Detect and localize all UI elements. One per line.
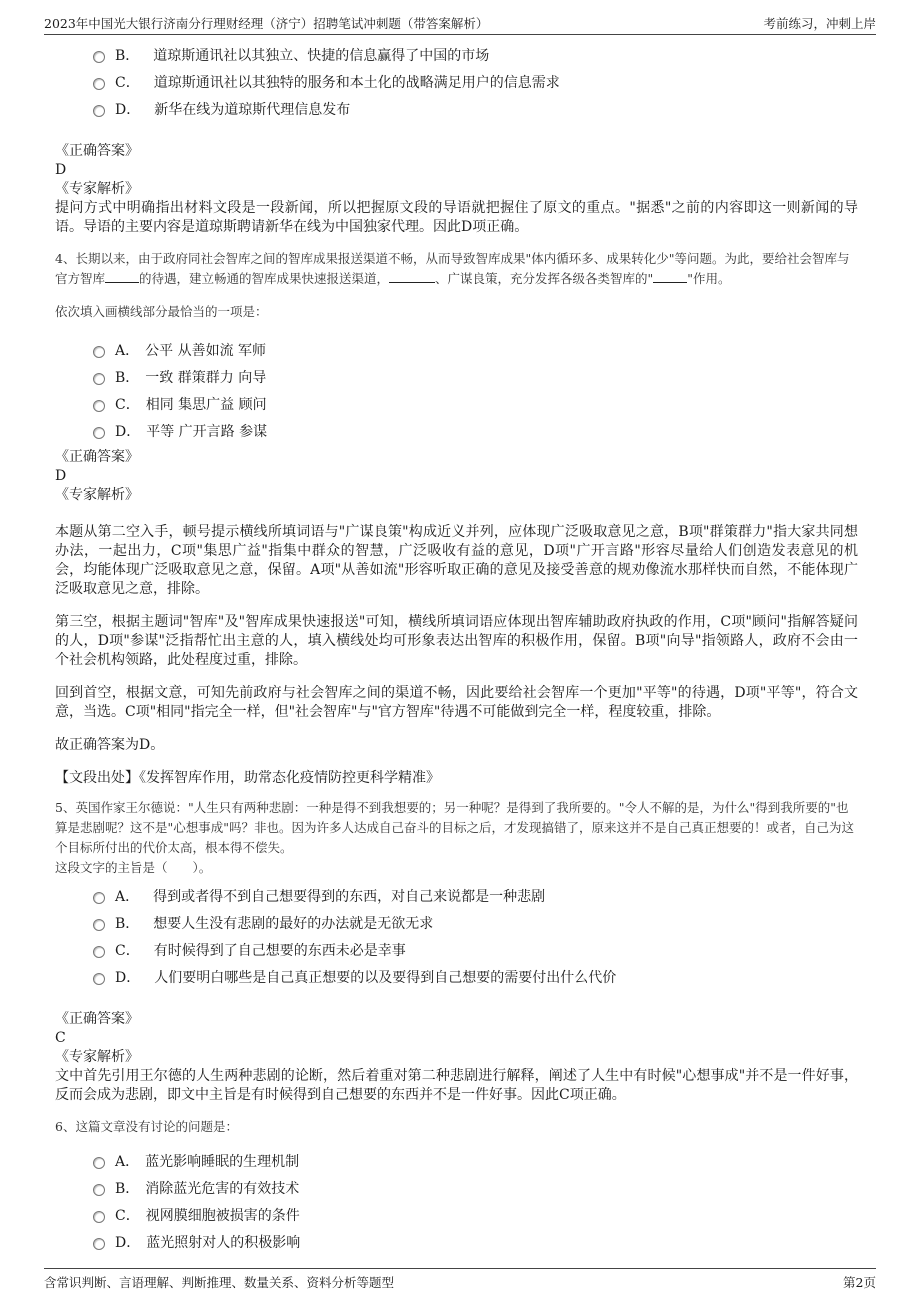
answer-value: D [55, 468, 67, 484]
radio-icon[interactable] [93, 892, 105, 904]
question-5-stem: 5、英国作家王尔德说："人生只有两种悲剧：一种是得不到我想要的；另一种呢？是得到了我所要的。"令人不解的是，为什么"得到我所要的"也算是悲剧呢？这不是"心想事成"吗？非也。因为许多人达成自己奋斗的目标之后，才发现搞错了，原来这并不是自己真正想要的！或者，自己为这个目标所付出的代价太高，根本得不偿失。 [55, 800, 855, 855]
radio-icon[interactable] [93, 1211, 105, 1223]
question-5-answer-block [55, 1010, 858, 1105]
option-d[interactable]: D． 人们要明白哪些是自己真正想要的以及要得到自己想要的需要付出什么代价 [93, 963, 858, 990]
question-6-options [55, 1147, 858, 1255]
question-4-stem: 4、长期以来，由于政府同社会智库之间的智库成果报送渠道不畅，从而导致智库成果"体内循环多、成果转化少"等问题。为此，要给社会智库与官方智库 的待遇，建立畅通的智库成果快速报送渠道， 、广谋良策，充分发挥各级各类智库的" "作用。 [55, 251, 850, 286]
fill-blank [105, 270, 139, 283]
option-c[interactable]: C． 视网膜细胞被损害的条件 [93, 1201, 858, 1228]
question-5-prompt: 这段文字的主旨是（ ）。 [55, 860, 212, 875]
radio-icon[interactable] [93, 346, 105, 358]
radio-icon[interactable] [93, 946, 105, 958]
question-4-instruction: 依次填入画横线部分最恰当的一项是： [55, 304, 268, 319]
answer-label: 《正确答案》 [55, 1011, 139, 1027]
option-b[interactable]: B． 消除蓝光危害的有效技术 [93, 1174, 858, 1201]
radio-icon[interactable] [93, 105, 105, 117]
analysis-label: 《专家解析》 [55, 1049, 139, 1065]
analysis-label: 《专家解析》 [55, 181, 139, 197]
option-a[interactable]: A． 公平 从善如流 军师 [93, 336, 858, 363]
radio-icon[interactable] [93, 78, 105, 90]
analysis-paragraph: 回到首空，根据文意，可知先前政府与社会智库之间的渠道不畅，因此要给社会智库一个更加"平等"的待遇，D项"平等"，符合文意，当选。C项"相同"指完全一样，但"社会智库"与"官方智库"待遇不可能做到完全一样，程度较重，排除。 [55, 685, 858, 720]
radio-icon[interactable] [93, 373, 105, 385]
option-d[interactable]: D． 新华在线为道琼斯代理信息发布 [93, 95, 858, 122]
option-c[interactable]: C． 相同 集思广益 顾问 [93, 390, 858, 417]
page-content [55, 40, 858, 1255]
fill-blank [653, 270, 687, 283]
document-title: 2023年中国光大银行济南分行理财经理（济宁）招聘笔试冲刺题（带答案解析） [44, 16, 489, 31]
answer-value: D [55, 162, 67, 178]
radio-icon[interactable] [93, 51, 105, 63]
source-citation: 【文段出处】《发挥智库作用，助常态化疫情防控更科学精准》 [55, 770, 440, 786]
page-number: 第2页 [843, 1275, 876, 1290]
page-footer [44, 1268, 876, 1295]
page-header [44, 12, 876, 35]
analysis-text: 提问方式中明确指出材料文段是一段新闻，所以把握原文段的导语就把握住了原文的重点。"据悉"之前的内容即这一则新闻的导语。导语的主要内容是道琼斯聘请新华在线为中国独家代理。因此D项正确。 [55, 200, 858, 235]
analysis-text: 文中首先引用王尔德的人生两种悲剧的论断，然后着重对第二种悲剧进行解释，阐述了人生中有时候"心想事成"并不是一件好事，反而会成为悲剧，即文中主旨是有时候得到自己想要的东西并不是一件好事。因此C项正确。 [55, 1068, 858, 1103]
option-a[interactable]: A． 蓝光影响睡眠的生理机制 [93, 1147, 858, 1174]
analysis-label: 《专家解析》 [55, 487, 139, 503]
answer-label: 《正确答案》 [55, 449, 139, 465]
question-5-options [55, 882, 858, 990]
fill-blank [389, 270, 435, 283]
option-b[interactable]: B． 道琼斯通讯社以其独立、快捷的信息赢得了中国的市场 [93, 41, 858, 68]
radio-icon[interactable] [93, 1184, 105, 1196]
radio-icon[interactable] [93, 919, 105, 931]
answer-value: C [55, 1030, 66, 1046]
radio-icon[interactable] [93, 400, 105, 412]
radio-icon[interactable] [93, 1157, 105, 1169]
option-b[interactable]: B． 想要人生没有悲剧的最好的办法就是无欲无求 [93, 909, 858, 936]
option-b[interactable]: B． 一致 群策群力 向导 [93, 363, 858, 390]
analysis-paragraph: 本题从第二空入手，顿号提示横线所填词语与"广谋良策"构成近义并列，应体现广泛吸取意见之意，B项"群策群力"指大家共同想办法，一起出力，C项"集思广益"指集中群众的智慧，广泛吸收有益的意见，D项"广开言路"形容尽量给人们创造发表意见的机会，均能体现广泛吸取意见之意，保留。A项"从善如流"形容听取正确的意见及接受善意的规劝像流水那样快而自然，不能体现广泛吸取意见之意，排除。 [55, 524, 858, 597]
radio-icon[interactable] [93, 1238, 105, 1250]
analysis-conclusion: 故正确答案为D。 [55, 737, 165, 753]
option-c[interactable]: C． 道琼斯通讯社以其独特的服务和本土化的战略满足用户的信息需求 [93, 68, 858, 95]
question-3-answer-block [55, 142, 858, 237]
footer-note: 含常识判断、言语理解、判断推理、数量关系、资料分析等题型 [44, 1275, 395, 1290]
option-d[interactable]: D． 平等 广开言路 参谋 [93, 417, 858, 444]
question-4-answer-block [55, 448, 858, 788]
question-6-stem: 6、这篇文章没有讨论的问题是： [55, 1119, 238, 1134]
option-c[interactable]: C． 有时候得到了自己想要的东西未必是幸事 [93, 936, 858, 963]
option-a[interactable]: A． 得到或者得不到自己想要得到的东西，对自己来说都是一种悲剧 [93, 882, 858, 909]
question-3-options [55, 41, 858, 122]
question-4-options [55, 336, 858, 444]
radio-icon[interactable] [93, 973, 105, 985]
analysis-paragraph: 第三空，根据主题词"智库"及"智库成果快速报送"可知，横线所填词语应体现出智库辅助政府执政的作用，C项"顾问"指解答疑问的人，D项"参谋"泛指帮忙出主意的人，填入横线处均可形象表达出智库的积极作用，保留。B项"向导"指领路人，政府不会由一个社会机构领路，此处程度过重，排除。 [55, 614, 858, 668]
option-d[interactable]: D． 蓝光照射对人的积极影响 [93, 1228, 858, 1255]
header-slogan: 考前练习，冲刺上岸 [763, 16, 876, 31]
answer-label: 《正确答案》 [55, 143, 139, 159]
radio-icon[interactable] [93, 427, 105, 439]
